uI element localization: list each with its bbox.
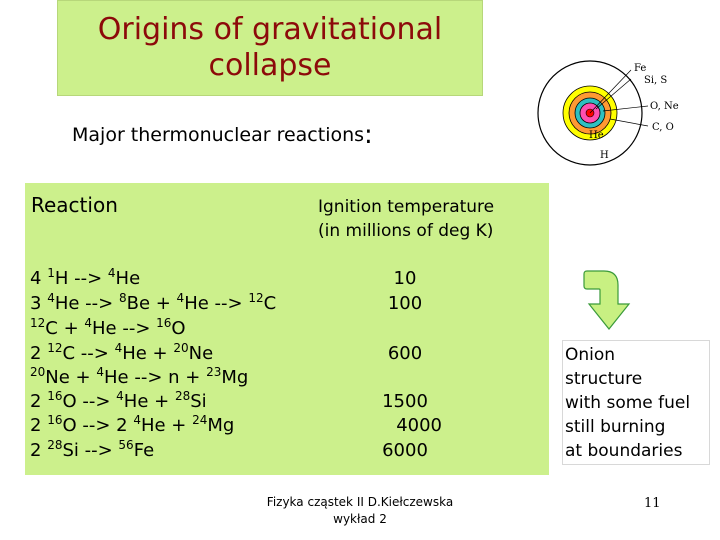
ignition-temperature: 1500 bbox=[382, 391, 428, 412]
label-si-s: Si, S bbox=[644, 75, 668, 86]
reaction-equation: 2 $^{16}$O --> $^4$He + $^{28}$Si bbox=[30, 389, 207, 412]
label-c-o: C, O bbox=[652, 122, 674, 133]
header-temperature: Ignition temperature (in millions of deg K) bbox=[318, 197, 495, 241]
footer-text: Fizyka cząstek II D.Kiełczewska wykład 2 bbox=[266, 495, 454, 526]
label-he: He bbox=[589, 130, 604, 141]
ignition-temperature: 6000 bbox=[382, 440, 428, 461]
reaction-equation: $^{12}$C + $^4$He --> $^{16}$O bbox=[30, 316, 186, 339]
down-arrow-icon bbox=[582, 270, 642, 332]
reaction-equation: 3 $^4$He --> $^8$Be + $^4$He --> $^{12}$C bbox=[30, 291, 277, 314]
label-fe: Fe bbox=[634, 63, 647, 74]
subtitle-text: Major thermonuclear reactions bbox=[72, 124, 365, 146]
subtitle-colon: : bbox=[364, 120, 373, 150]
reaction-equation: 4 $^1$H --> $^4$He bbox=[30, 266, 141, 289]
label-h: H bbox=[600, 150, 609, 161]
onion-diagram bbox=[528, 55, 688, 170]
label-o-ne: O, Ne bbox=[650, 101, 679, 112]
onion-caption: Onion structure with some fuel still burning at boundaries bbox=[565, 345, 691, 461]
reaction-equation: 2 $^{16}$O --> 2 $^4$He + $^{24}$Mg bbox=[30, 413, 235, 436]
ignition-temperature: 10 bbox=[393, 268, 417, 289]
title-box bbox=[57, 0, 483, 96]
ignition-temperature: 4000 bbox=[396, 415, 442, 436]
slide-title: Origins of gravitational collapse bbox=[97, 12, 443, 83]
reaction-equation: 2 $^{12}$C --> $^4$He + $^{20}$Ne bbox=[30, 341, 214, 364]
ignition-temperature: 100 bbox=[387, 293, 423, 314]
page-number: 11 bbox=[644, 496, 661, 511]
reaction-equation: $^{20}$Ne + $^4$He --> n + $^{23}$Mg bbox=[30, 365, 249, 388]
header-reaction: Reaction bbox=[31, 193, 118, 217]
reaction-equation: 2 $^{28}$Si --> $^{56}$Fe bbox=[30, 438, 155, 461]
subtitle bbox=[72, 120, 373, 150]
ignition-temperature: 600 bbox=[387, 343, 423, 364]
